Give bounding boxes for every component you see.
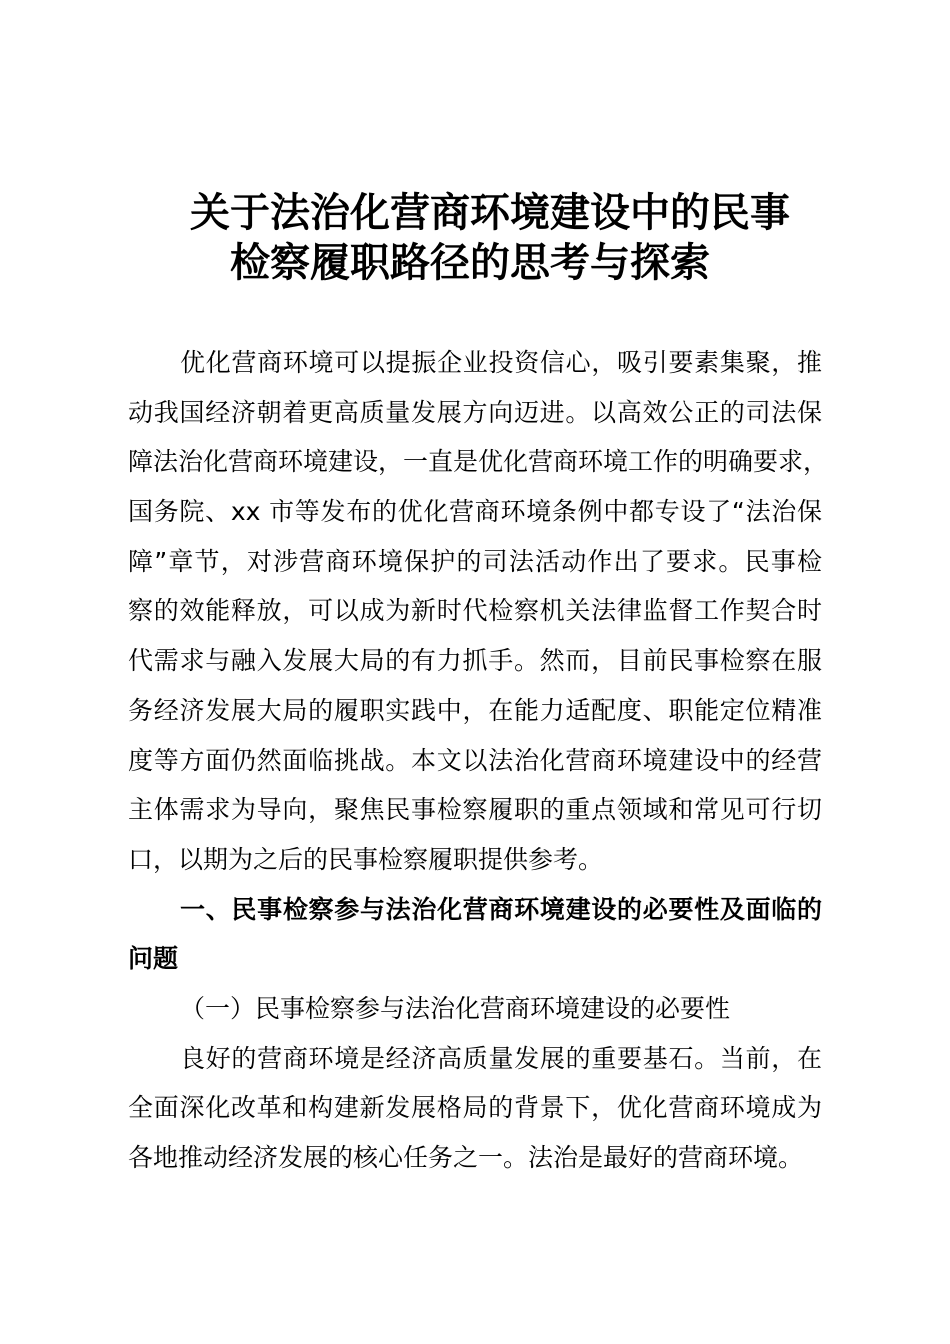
text-line: 国务院、xx 市等发布的优化营商环境条例中都专设了“法治保 [128, 497, 822, 527]
document-title [0, 188, 950, 288]
heading-line: 问题 [128, 944, 179, 974]
text-line: 障法治化营商环境建设，一直是优化营商环境工作的明确要求， [128, 447, 829, 477]
text-line: 全面深化改革和构建新发展格局的背景下，优化营商环境成为 [128, 1093, 822, 1123]
text-line: 动我国经济朝着更高质量发展方向迈进。以高效公正的司法保 [128, 397, 822, 427]
text-line: 障”章节，对涉营商环境保护的司法活动作出了要求。民事检 [128, 546, 822, 576]
text-line: 代需求与融入发展大局的有力抓手。然而，目前民事检察在服 [128, 646, 822, 676]
text-line: 口，以期为之后的民事检察履职提供参考。 [128, 844, 604, 874]
text-line: 各地推动经济发展的核心任务之一。法治是最好的营商环境。 [128, 1143, 804, 1172]
text-line: 度等方面仍然面临挑战。本文以法治化营商环境建设中的经营 [128, 745, 822, 775]
paragraph-2 [128, 1034, 822, 1183]
text-line: 优化营商环境可以提振企业投资信心，吸引要素集聚，推 [180, 348, 822, 377]
paragraph-intro [128, 338, 829, 885]
title-line-2: 检察履职路径的思考与探索 [230, 239, 710, 286]
text-line: 务经济发展大局的履职实践中，在能力适配度、职能定位精准 [128, 695, 822, 725]
subsection-heading: （一）民事检察参与法治化营商环境建设的必要性 [180, 993, 731, 1023]
heading-line: 一、民事检察参与法治化营商环境建设的必要性及面临的 [180, 894, 822, 924]
text-line: 察的效能释放，可以成为新时代检察机关法律监督工作契合时 [128, 596, 822, 626]
text-line: 主体需求为导向，聚焦民事检察履职的重点领域和常见可行切 [128, 795, 822, 825]
title-line-1: 关于法治化营商环境建设中的民事 [190, 189, 790, 236]
section-heading [128, 885, 822, 984]
document-body [128, 338, 829, 1183]
text-line: 良好的营商环境是经济高质量发展的重要基石。当前，在 [180, 1043, 822, 1073]
